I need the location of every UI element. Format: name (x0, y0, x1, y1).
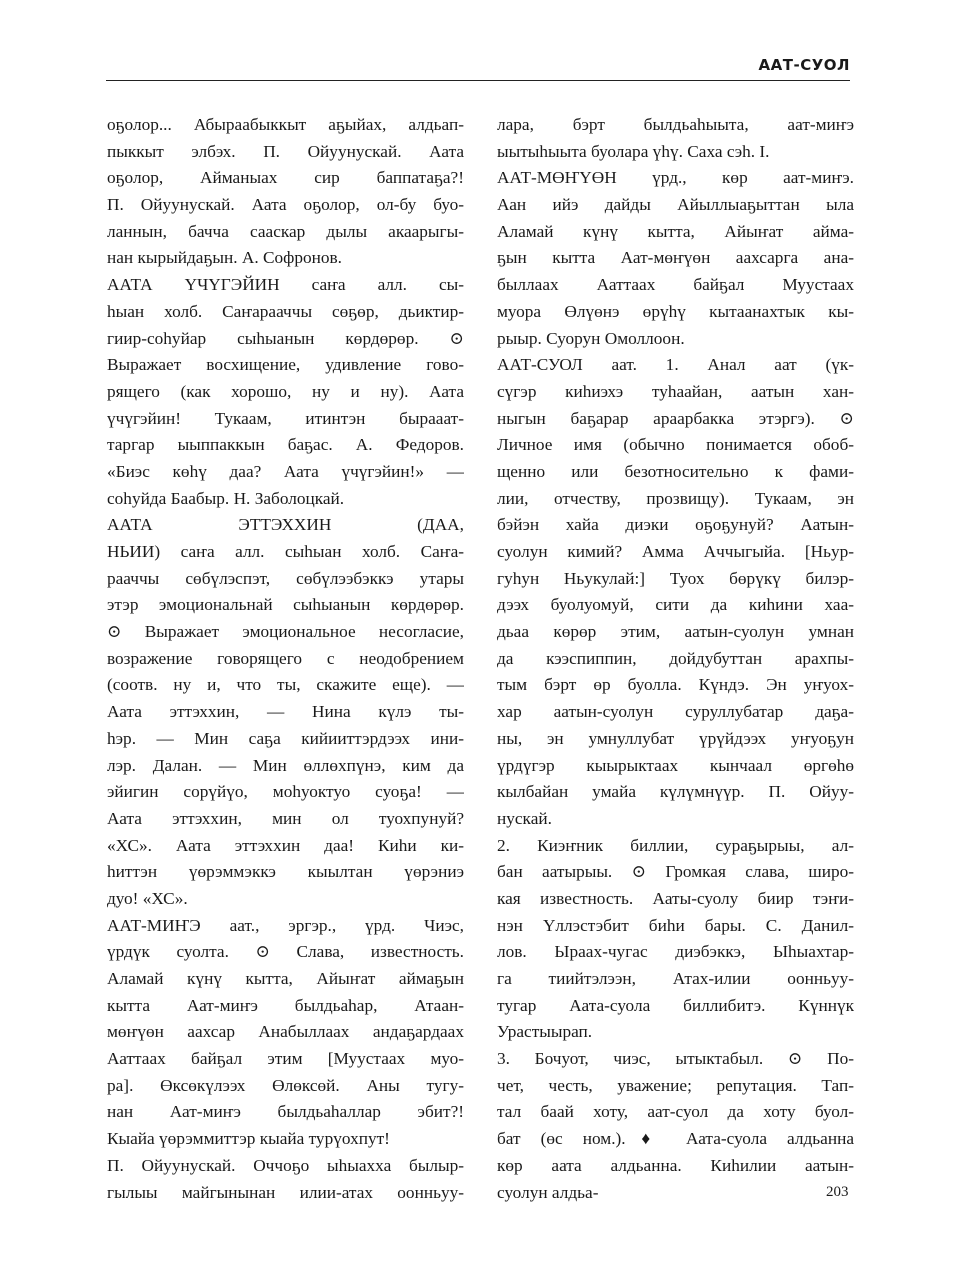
text-line: П. Ойуунускай. Аата оҕолор, ол-бу буо- (107, 195, 464, 215)
text-line: һэр. — Мин саҕа кийииттэрдээх ини- (107, 728, 464, 748)
text-line: Аата эттэххин, — Нина күлэ ты- (107, 702, 464, 722)
page-number: 203 (826, 1184, 849, 1200)
text-line: тым бэрт өр буолла. Күндэ. Эн уҥуох- (497, 675, 854, 695)
text-line: дьаа көрөр этим, аатын-суолун умнан (497, 622, 854, 642)
text-line: Аата эттэххин, мин ол туохпунуй? (107, 808, 464, 828)
text-line: Аламай күнү кытта, Айыҥат айма- (497, 221, 854, 241)
text-line: кая известность. Ааты-суолу биир тэҥи- (497, 888, 854, 908)
text-line: бэйэн хайа диэки оҕоҕунуй? Аатын- (497, 515, 854, 535)
text-line: нан кырыйдаҕын. А. Софронов. (107, 248, 342, 268)
text-line: ААТА ЭТТЭХХИН (ДАА, (107, 515, 464, 535)
running-head: ААТ-СУОЛ (758, 56, 850, 74)
text-line: муора Өлүөнэ өрүһү кытаанахтык кы- (497, 301, 854, 321)
text-line: ААТА ҮЧҮГЭЙИН саҥа алл. сы- (107, 275, 464, 295)
text-line: эйигин сорүйүо, моһуоктуо суоҕа! — (107, 782, 464, 802)
text-line: «Биэс көһү даа? Аата үчүгэйин!» — (107, 461, 464, 481)
right-column (497, 112, 854, 1206)
text-line: Ааттаах байҕал этим [Муустаах муо- (107, 1049, 464, 1069)
text-line: хар аатын-суолун суруллубатар даҕа- (497, 702, 854, 722)
text-line: Аан ийэ дайды Айыллыаҕыттан ыла (497, 195, 854, 215)
text-line: 3. Бочуот, чиэс, ытыктабыл. ⊙ По- (497, 1049, 854, 1069)
text-line: га тиийтэлээн, Атах-илии оонньуу- (497, 969, 854, 988)
text-line: ААТ-МИҤЭ аат., эргэр., үрд. Чиэс, (107, 915, 464, 935)
header-rule (106, 80, 850, 81)
text-line: һиттэн үөрэммэккэ кыылтан үөрэниэ (107, 862, 464, 882)
text-line: лэр. Далан. — Мин өллөхпүнэ, ким да (107, 755, 464, 775)
text-line: таргар ыыппаккын баҕас. А. Федоров. (107, 435, 464, 455)
text-line: да кээспиппин, дойдубуттан арахпы- (497, 648, 854, 668)
text-line: быллаах Ааттаах байҕал Муустаах (497, 275, 854, 295)
text-line: ныгын баҕарар араарбакка этэргэ). ⊙ (497, 408, 854, 428)
text-line: Кыайа үөрэммиттэр кыайа турүохпут! (107, 1129, 390, 1149)
text-line: лов. Ыраах-чугас диэбэккэ, Ыһыахтар- (497, 942, 854, 962)
text-line: һыан холб. Саҥарааччы сөҕөр, дьиктир- (107, 301, 464, 321)
text-line: ра]. Өксөкүлээх Өлөксөй. Аны тугу- (107, 1075, 464, 1095)
text-line: Выражает восхищение, удивление гово- (107, 355, 464, 375)
text-line: П. Ойуунускай. Оччоҕо ыһыахха былыр- (107, 1155, 464, 1175)
text-line: этэр эмоциональнай сыһыанын көрдөрөр. (107, 595, 464, 615)
text-line: нан Аат-миҥэ былдьаһаллар эбит?! (107, 1102, 464, 1122)
text-line: бат (өс ном.).♦ Аата-суола алдьанна (497, 1129, 854, 1149)
text-line: «ХС». Аата эттэххин даа! Киһи ки- (107, 835, 464, 855)
text-line: кытта Аат-миҥэ былдьаһар, Атаан- (107, 995, 464, 1015)
text-line: ААТ-СУОЛ аат. 1. Анал аат (үк- (497, 355, 854, 375)
text-line: возражение говорящего с неодобрением (107, 648, 464, 668)
text-line: нэн Үллэстэбит биһи бары. С. Данил- (497, 915, 854, 935)
text-line: 2. Киэҥник биллии, сураҕырыы, ал- (497, 835, 854, 855)
text-line: үрдүк суолта. ⊙ Слава, известность. (107, 942, 464, 962)
text-line: тугар Аата-суола биллибитэ. Күннүк (497, 995, 854, 1015)
text-line: Личное имя (обычно понимается обоб- (497, 435, 854, 455)
text-line: гиир-соһуйар сыһыанын көрдөрөр. ⊙ (107, 328, 464, 348)
text-line: суолун алдьа- (497, 1182, 599, 1202)
text-line: ҕын кытта Аат-мөҥүөн аахсарга ана- (497, 248, 854, 268)
text-line: рааччы сөбүлэспэт, сөбүлээбэккэ утары (107, 568, 464, 588)
text-line: ыытыһыыта буолара үһү. Саха сэһ. I. (497, 141, 770, 161)
text-line: бан аатырыы. ⊙ Громкая слава, широ- (497, 862, 854, 882)
text-line: ААТ-МӨҤҮӨН үрд., көр аат-миҥэ. (497, 168, 854, 188)
text-line: Аламай күнү кытта, Айыҥат аймаҕын (107, 969, 464, 988)
text-line: дээх буолуомуй, сити да киһини хаа- (497, 595, 854, 615)
text-line: суолун кимий? Амма Аччыгыйа. [Ньур- (497, 542, 854, 561)
text-line: лии, отчеству, прозвищу). Тукаам, эн (497, 488, 854, 508)
text-line: соһуйда Баабыр. Н. Заболоцкай. (107, 488, 345, 508)
text-line: сүгэр киһиэхэ туһаайан, аатын хан- (497, 381, 854, 401)
text-line: рыыр. Суорун Омоллоон. (497, 328, 685, 348)
text-line: үчүгэйин! Тукаам, итинтэн бырааат- (107, 408, 464, 428)
text-line: ⊙ Выражает эмоциональное несогласие, (107, 622, 464, 642)
text-line: көр аата алдьанна. Киһилии аатын- (497, 1155, 854, 1175)
text-line: кылбайан умайа күлүмнүүр. П. Ойуу- (497, 782, 854, 802)
text-line: щенно или безотносительно к фами- (497, 461, 854, 481)
text-line: рящего (как хорошо, ну и ну). Аата (107, 381, 464, 401)
text-line: гуһун Ньукулай:] Туох бөрүкү билэр- (497, 568, 854, 588)
text-line: дуо! «ХС». (107, 888, 188, 908)
text-line: лара, бэрт былдьаһыыта, аат-миҥэ (497, 115, 854, 134)
text-line: гылыы майгынынан илии-атах оонньуу- (107, 1182, 464, 1202)
text-line: тал баай хоту, аат-суол да хоту буол- (497, 1102, 854, 1122)
text-line: (соотв. ну и, что ты, скажите еще). — (107, 675, 464, 695)
text-line: чет, честь, уважение; репутация. Тап- (497, 1075, 854, 1095)
text-line: мөҥүөн аахсар Анабыллаах андаҕардаах (107, 1022, 464, 1042)
text-line: нускай. (497, 808, 552, 828)
text-line: үрдүгэр кыырыктаах кынчаал өргөһө (497, 755, 854, 775)
text-line: ланнын, бачча сааскар дылы акаарыгы- (107, 221, 464, 241)
text-line: ны, эн умнуллубат үрүйдээх уҥуоҕун (497, 728, 854, 748)
text-line: пыккыт элбэх. П. Ойуунускай. Аата (107, 141, 464, 161)
left-column (107, 112, 464, 1206)
text-line: НЬИИ) саҥа алл. сыһыан холб. Саҥа- (107, 542, 464, 561)
text-line: Урастыырап. (497, 1022, 593, 1042)
text-line: оҕолор, Айманыах сир баппатаҕа?! (107, 168, 464, 188)
text-line: оҕолор... Абыраабыккыт аҕыйах, алдьап- (107, 115, 464, 134)
